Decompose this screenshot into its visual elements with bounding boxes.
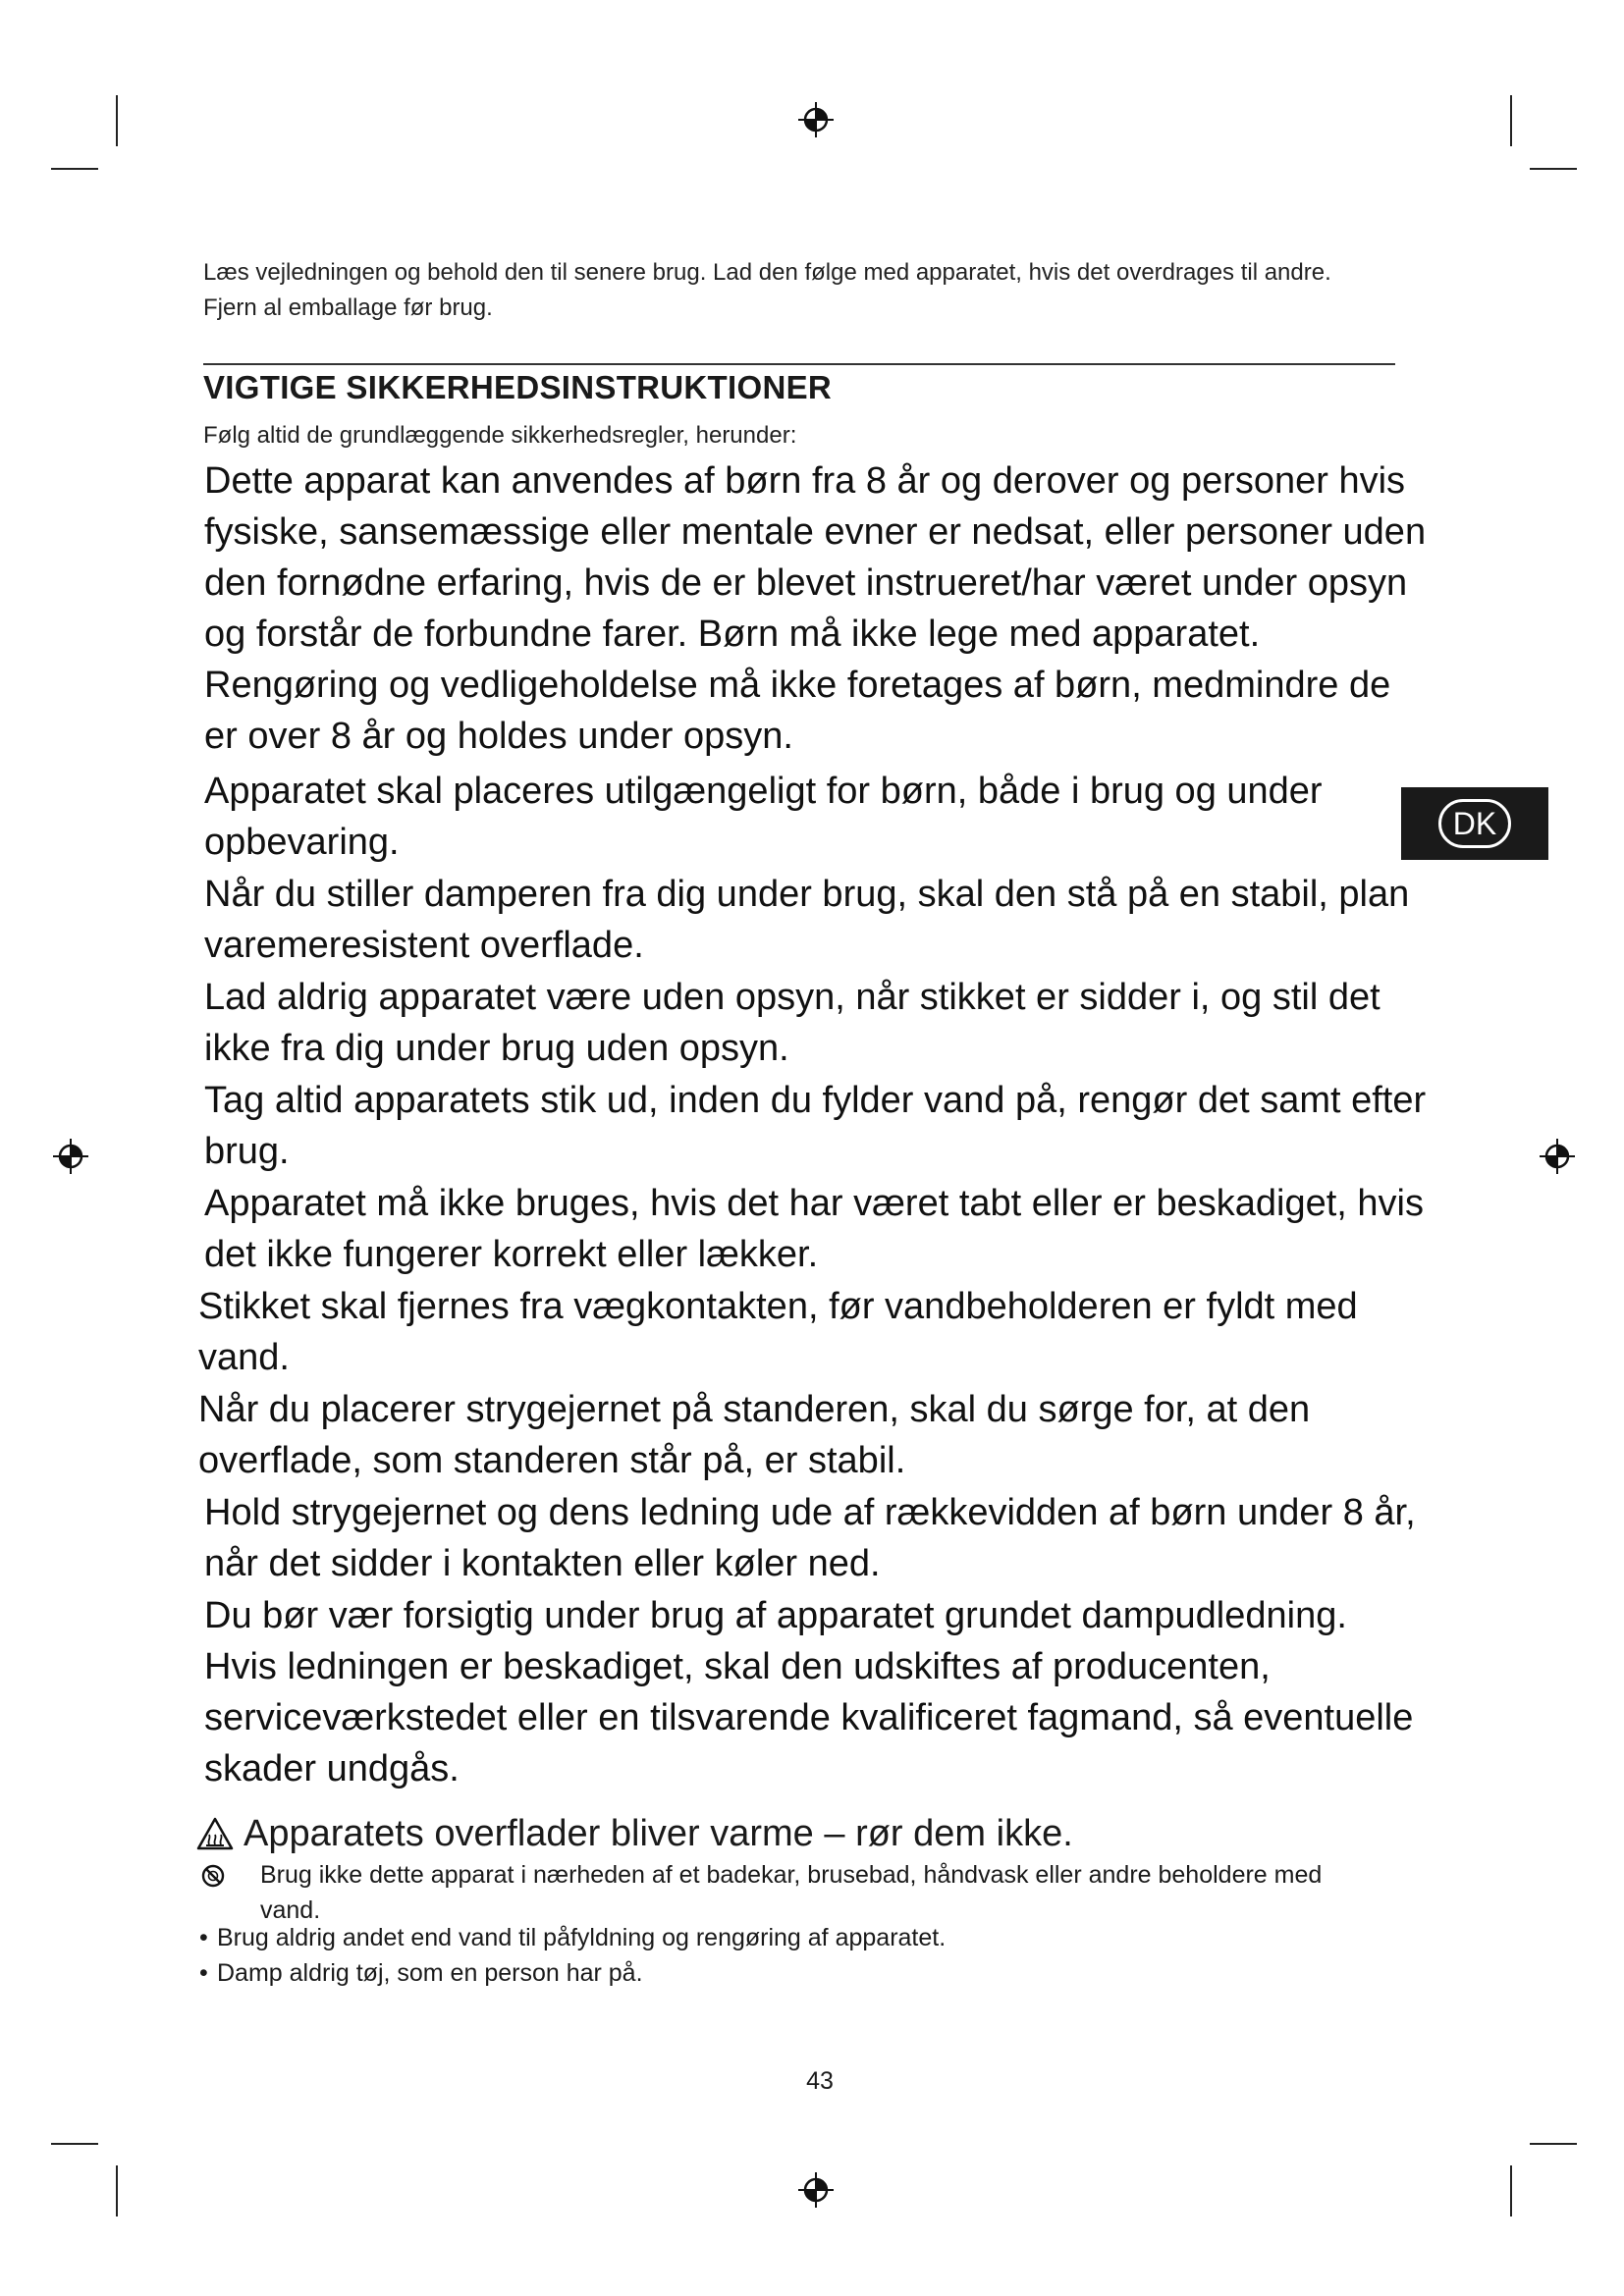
crop-mark	[116, 2165, 118, 2216]
safety-instruction: Stikket skal fjernes fra vægkontakten, før vandbeholderen er fyldt med vand.	[198, 1286, 1358, 1378]
crop-mark	[1510, 2165, 1512, 2216]
crop-mark	[1530, 168, 1577, 170]
safety-instruction: Apparatet skal placeres utilgængeligt for børn, både i brug og under opbevaring.	[204, 771, 1323, 863]
crop-mark	[1530, 2143, 1577, 2145]
safety-instruction: Du bør vær forsigtig under brug af apparatet grundet dampudledning.	[204, 1595, 1347, 1636]
safety-instruction: Hold strygejernet og dens ledning ude af rækkevidden af børn under 8 år, når det sidder i kontakten eller køler ned.	[204, 1492, 1416, 1584]
hot-surface-warning-icon	[196, 1816, 234, 1851]
list-item: • Damp aldrig tøj, som en person har på.	[199, 1955, 643, 1991]
registration-mark-icon	[52, 1138, 89, 1175]
safety-instruction: Hvis ledningen er beskadiget, skal den udskiftes af producenten, serviceværkstedet eller en tilsvarende kvalificeret fagmand, så eventuelle skader undgås.	[204, 1646, 1414, 1789]
intro-text: Læs vejledningen og behold den til senere brug. Lad den følge med apparatet, hvis det overdrages til andre. Fjern al emballage før brug.	[203, 259, 1331, 321]
registration-mark-icon	[797, 2171, 835, 2209]
bullet-icon: •	[199, 1924, 208, 1951]
safety-instruction: Tag altid apparatets stik ud, inden du fylder vand på, rengør det samt efter brug.	[204, 1080, 1427, 1172]
hot-surface-warning-text: Apparatets overflader bliver varme – rør dem ikke.	[244, 1813, 1073, 1854]
no-water-proximity-icon	[201, 1864, 225, 1888]
section-subheading: Følg altid de grundlæggende sikkerhedsregler, herunder:	[203, 422, 797, 449]
water-proximity-warning	[201, 1857, 1380, 1928]
registration-mark-icon	[797, 101, 835, 138]
crop-mark	[51, 168, 98, 170]
bullet-icon: •	[199, 1959, 208, 1987]
safety-instruction: Apparatet må ikke bruges, hvis det har været tabt eller er beskadiget, hvis det ikke fungerer korrekt eller lækker.	[204, 1183, 1424, 1275]
registration-mark-icon	[1539, 1138, 1576, 1175]
crop-mark	[1510, 95, 1512, 146]
section-heading: VIGTIGE SIKKERHEDSINSTRUKTIONER	[203, 369, 833, 405]
safety-instruction: Lad aldrig apparatet være uden opsyn, når stikket er sidder i, og stil det ikke fra dig under brug uden opsyn.	[204, 977, 1380, 1069]
page-number: 43	[806, 2067, 834, 2095]
safety-instruction: Når du placerer strygejernet på standeren, skal du sørge for, at den overflade, som standeren står på, er stabil.	[198, 1389, 1311, 1481]
water-proximity-warning-text: Brug ikke dette apparat i nærheden af et badekar, brusebad, håndvask eller andre beholdere med vand.	[260, 1861, 1323, 1924]
hot-surface-warning	[196, 1808, 1073, 1859]
list-item: • Brug aldrig andet end vand til påfyldning og rengøring af apparatet.	[199, 1920, 946, 1955]
language-tab-label: DK	[1438, 799, 1511, 848]
safety-instruction: Dette apparat kan anvendes af børn fra 8 år og derover og personer hvis fysiske, sansemæssige eller mentale evner er nedsat, eller personer uden den fornødne erfaring, hvis de er blevet instrueret/har været under opsyn og forstår de forbundne farer. Børn må ikke lege med apparatet. Rengøring og vedligeholdelse må ikke foretages af børn, medmindre de er over 8 år og holdes under opsyn.	[204, 460, 1427, 757]
safety-instruction: Når du stiller damperen fra dig under brug, skal den stå på en stabil, plan varemeresistent overflade.	[204, 874, 1410, 966]
crop-mark	[116, 95, 118, 146]
crop-mark	[51, 2143, 98, 2145]
language-tab	[1401, 787, 1548, 860]
